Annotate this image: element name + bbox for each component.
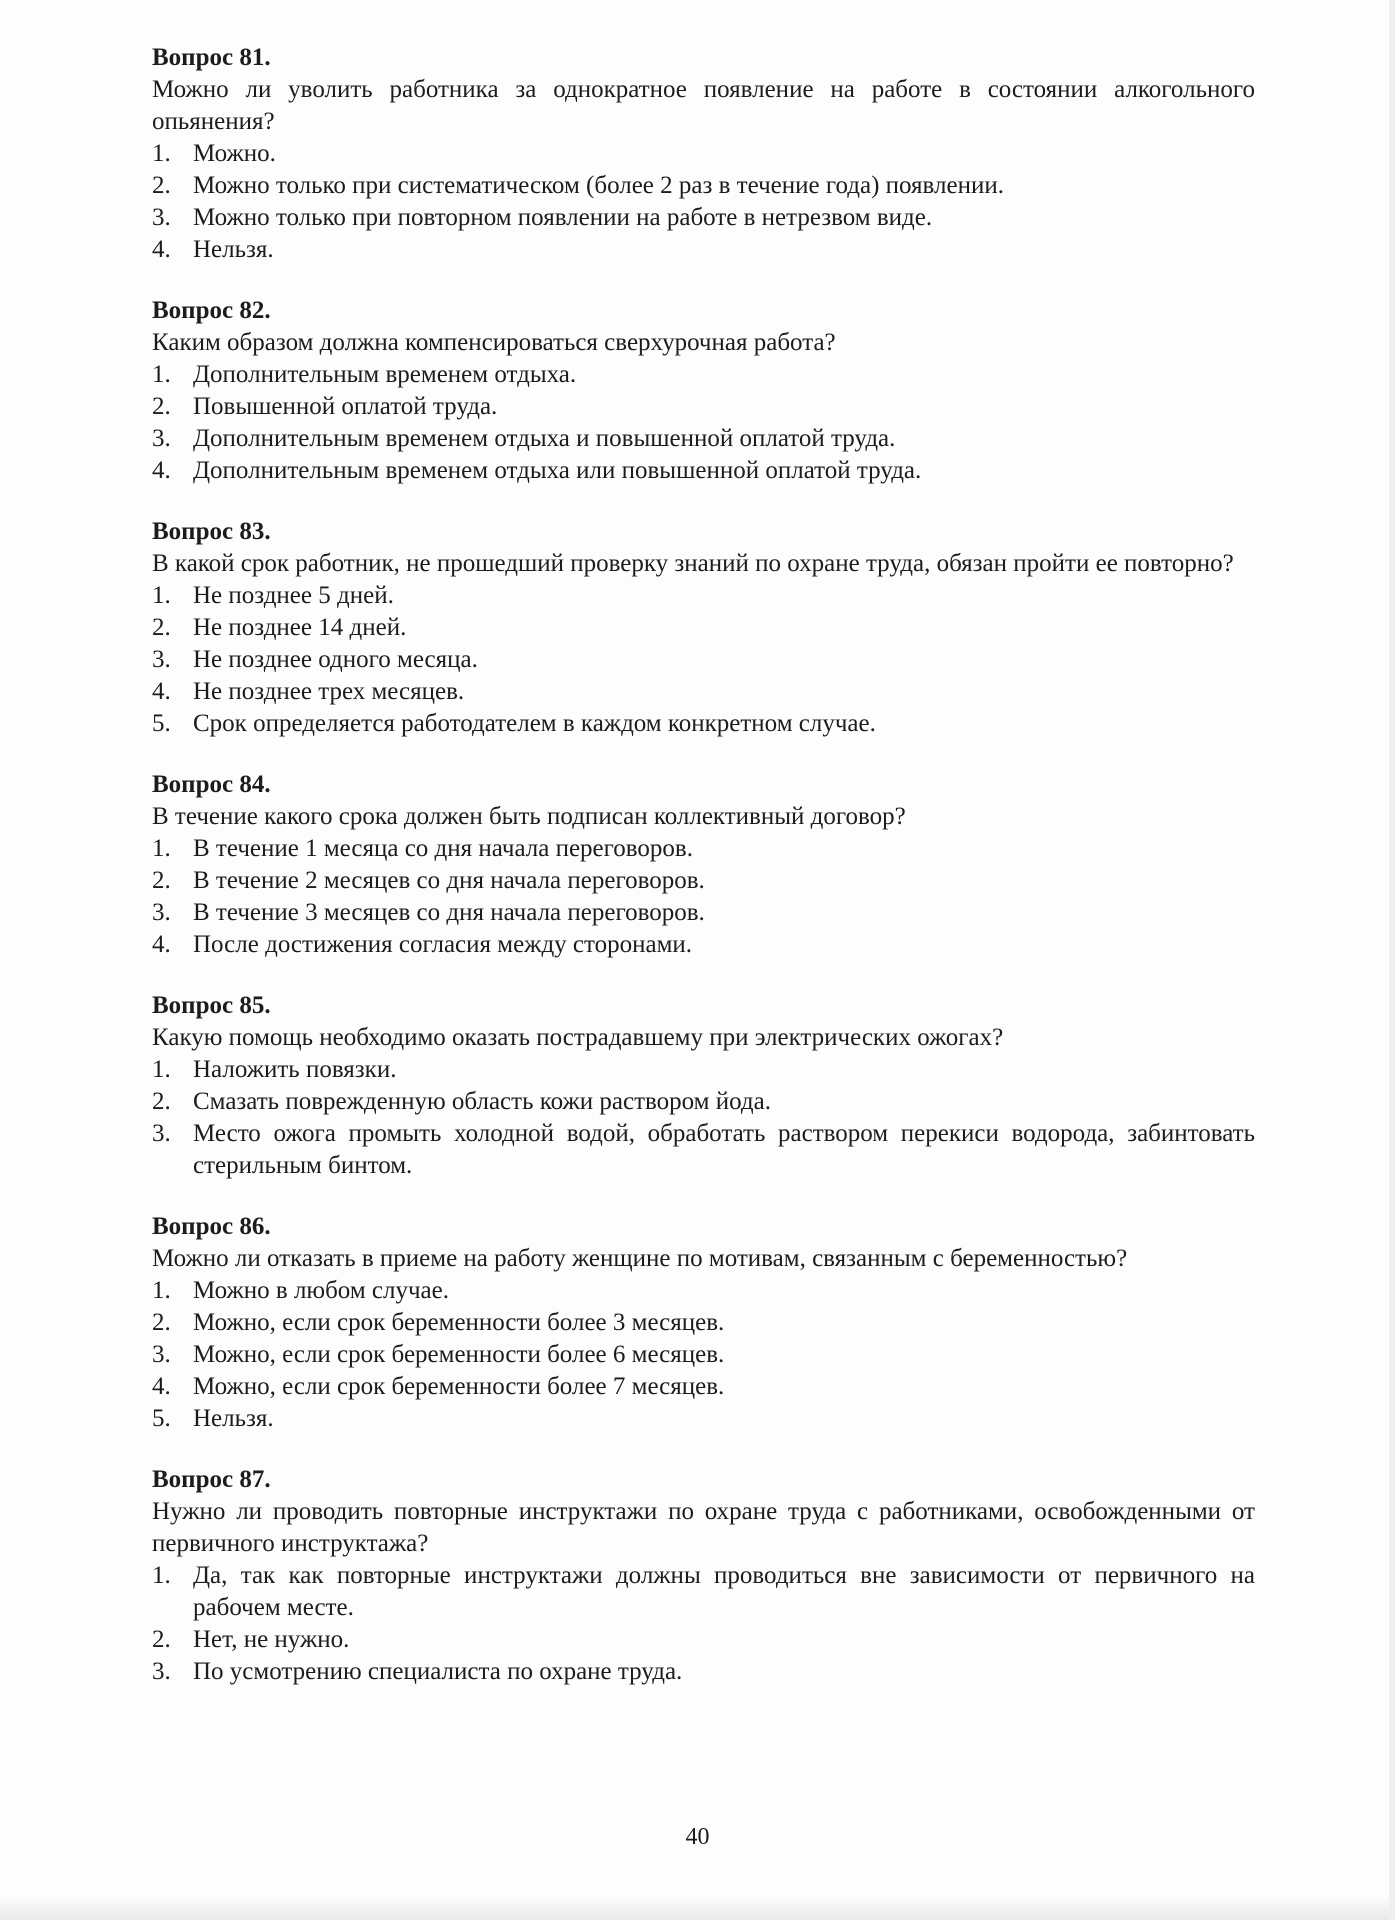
option-text: Дополнительным временем отдыха или повышенной оплатой труда. bbox=[193, 457, 922, 484]
option-text: Можно, если срок беременности более 6 месяцев. bbox=[193, 1341, 725, 1368]
option-text: Можно, если срок беременности более 3 месяцев. bbox=[193, 1309, 725, 1336]
option-text: В течение 2 месяцев со дня начала переговоров. bbox=[193, 867, 705, 894]
answer-option bbox=[152, 865, 1255, 897]
option-text: Повышенной оплатой труда. bbox=[193, 393, 498, 420]
option-number: 3. bbox=[152, 899, 171, 926]
option-number: 3. bbox=[152, 1658, 171, 1685]
answer-options bbox=[152, 580, 1255, 740]
answer-options bbox=[152, 1560, 1255, 1688]
answer-option bbox=[152, 1560, 1255, 1624]
question-heading: Вопрос 81. bbox=[152, 44, 271, 71]
option-number: 5. bbox=[152, 1405, 171, 1432]
answer-option bbox=[152, 170, 1255, 202]
answer-option bbox=[152, 1275, 1255, 1307]
option-text: После достижения согласия между сторонами. bbox=[193, 931, 693, 958]
question-text: Можно ли уволить работника за однократное появление на работе в состоянии алкогольного опьянения? bbox=[152, 76, 1255, 135]
question-text: Какую помощь необходимо оказать пострадавшему при электрических ожогах? bbox=[152, 1024, 1004, 1051]
option-number: 2. bbox=[152, 393, 171, 420]
option-number: 1. bbox=[152, 1277, 171, 1304]
option-number: 1. bbox=[152, 582, 171, 609]
option-text: Дополнительным временем отдыха и повышенной оплатой труда. bbox=[193, 425, 896, 452]
answer-option bbox=[152, 391, 1255, 423]
option-number: 3. bbox=[152, 425, 171, 452]
page-number: 40 bbox=[685, 1824, 710, 1850]
question-block bbox=[152, 516, 1255, 740]
option-number: 4. bbox=[152, 931, 171, 958]
answer-option bbox=[152, 1371, 1255, 1403]
answer-option bbox=[152, 455, 1255, 487]
option-number: 2. bbox=[152, 1088, 171, 1115]
option-number: 2. bbox=[152, 1309, 171, 1336]
answer-option bbox=[152, 138, 1255, 170]
option-number: 1. bbox=[152, 1056, 171, 1083]
option-text: Место ожога промыть холодной водой, обработать раствором перекиси водорода, забинтовать стерильным бинтом. bbox=[193, 1120, 1255, 1179]
option-number: 4. bbox=[152, 236, 171, 263]
option-text: В течение 1 месяца со дня начала переговоров. bbox=[193, 835, 693, 862]
option-text: Можно. bbox=[193, 140, 276, 167]
option-number: 3. bbox=[152, 1341, 171, 1368]
answer-option bbox=[152, 929, 1255, 961]
option-number: 3. bbox=[152, 1120, 171, 1147]
scan-edge bbox=[1389, 0, 1395, 1920]
question-heading: Вопрос 86. bbox=[152, 1213, 271, 1240]
question-heading: Вопрос 87. bbox=[152, 1466, 271, 1493]
option-text: Не позднее трех месяцев. bbox=[193, 678, 465, 705]
option-number: 1. bbox=[152, 1562, 171, 1589]
answer-options bbox=[152, 138, 1255, 266]
option-number: 1. bbox=[152, 835, 171, 862]
answer-option bbox=[152, 1403, 1255, 1435]
question-heading: Вопрос 84. bbox=[152, 771, 271, 798]
question-text: Можно ли отказать в приеме на работу женщине по мотивам, связанным с беременностью? bbox=[152, 1245, 1128, 1272]
question-block bbox=[152, 990, 1255, 1182]
answer-option bbox=[152, 833, 1255, 865]
option-text: Наложить повязки. bbox=[193, 1056, 397, 1083]
question-text: Каким образом должна компенсироваться сверхурочная работа? bbox=[152, 329, 836, 356]
answer-option bbox=[152, 1656, 1255, 1688]
answer-option bbox=[152, 1624, 1255, 1656]
question-text: Нужно ли проводить повторные инструктажи по охране труда с работниками, освобожденными от первичного инструктажа? bbox=[152, 1498, 1255, 1557]
option-text: Можно, если срок беременности более 7 месяцев. bbox=[193, 1373, 725, 1400]
question-block bbox=[152, 1211, 1255, 1435]
answer-options bbox=[152, 1054, 1255, 1182]
question-heading: Вопрос 85. bbox=[152, 992, 271, 1019]
option-text: Можно только при систематическом (более 2 раз в течение года) появлении. bbox=[193, 172, 1004, 199]
option-text: По усмотрению специалиста по охране труда. bbox=[193, 1658, 683, 1685]
answer-option bbox=[152, 1054, 1255, 1086]
option-number: 1. bbox=[152, 361, 171, 388]
option-number: 4. bbox=[152, 1373, 171, 1400]
option-text: Нельзя. bbox=[193, 236, 274, 263]
answer-option bbox=[152, 202, 1255, 234]
answer-option bbox=[152, 423, 1255, 455]
option-text: Можно в любом случае. bbox=[193, 1277, 449, 1304]
question-heading: Вопрос 82. bbox=[152, 297, 271, 324]
answer-option bbox=[152, 644, 1255, 676]
answer-options bbox=[152, 1275, 1255, 1435]
question-block bbox=[152, 295, 1255, 487]
answer-option bbox=[152, 359, 1255, 391]
option-number: 2. bbox=[152, 1626, 171, 1653]
option-number: 4. bbox=[152, 457, 171, 484]
option-number: 2. bbox=[152, 614, 171, 641]
option-text: Можно только при повторном появлении на работе в нетрезвом виде. bbox=[193, 204, 933, 231]
option-number: 3. bbox=[152, 204, 171, 231]
answer-option bbox=[152, 1118, 1255, 1182]
answer-option bbox=[152, 1339, 1255, 1371]
question-text: В течение какого срока должен быть подписан коллективный договор? bbox=[152, 803, 906, 830]
option-number: 2. bbox=[152, 172, 171, 199]
option-text: Дополнительным временем отдыха. bbox=[193, 361, 577, 388]
answer-option bbox=[152, 708, 1255, 740]
answer-option bbox=[152, 676, 1255, 708]
questions-list bbox=[152, 42, 1255, 1688]
option-number: 5. bbox=[152, 710, 171, 737]
option-text: Да, так как повторные инструктажи должны проводиться вне зависимости от первичного на рабочем месте. bbox=[193, 1562, 1255, 1621]
option-text: Нельзя. bbox=[193, 1405, 274, 1432]
option-number: 3. bbox=[152, 646, 171, 673]
answer-option bbox=[152, 234, 1255, 266]
option-number: 2. bbox=[152, 867, 171, 894]
question-text: В какой срок работник, не прошедший проверку знаний по охране труда, обязан пройти ее повторно? bbox=[152, 550, 1234, 577]
option-text: Не позднее 14 дней. bbox=[193, 614, 407, 641]
option-number: 4. bbox=[152, 678, 171, 705]
question-block bbox=[152, 42, 1255, 266]
option-text: Нет, не нужно. bbox=[193, 1626, 350, 1653]
answer-option bbox=[152, 1086, 1255, 1118]
question-block bbox=[152, 769, 1255, 961]
question-heading: Вопрос 83. bbox=[152, 518, 271, 545]
answer-option bbox=[152, 1307, 1255, 1339]
option-text: Смазать поврежденную область кожи раствором йода. bbox=[193, 1088, 771, 1115]
answer-option bbox=[152, 612, 1255, 644]
scan-edge bbox=[0, 1896, 1395, 1920]
answer-option bbox=[152, 897, 1255, 929]
option-text: В течение 3 месяцев со дня начала переговоров. bbox=[193, 899, 705, 926]
answer-option bbox=[152, 580, 1255, 612]
answer-options bbox=[152, 359, 1255, 487]
question-block bbox=[152, 1464, 1255, 1688]
answer-options bbox=[152, 833, 1255, 961]
option-text: Срок определяется работодателем в каждом конкретном случае. bbox=[193, 710, 876, 737]
option-text: Не позднее 5 дней. bbox=[193, 582, 394, 609]
option-number: 1. bbox=[152, 140, 171, 167]
option-text: Не позднее одного месяца. bbox=[193, 646, 478, 673]
